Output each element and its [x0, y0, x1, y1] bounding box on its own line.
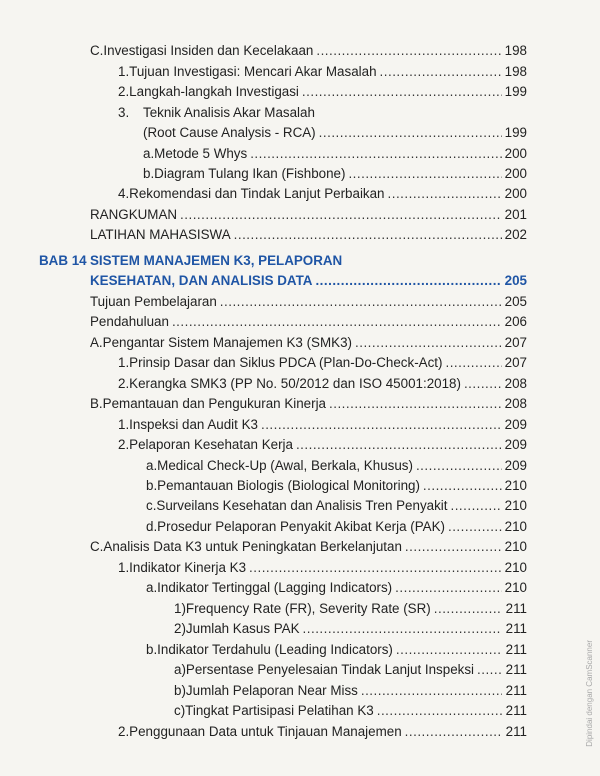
dot-leader — [250, 144, 501, 164]
chapter-title-line1: SISTEM MANAJEMEN K3, PELAPORAN — [90, 253, 343, 268]
entry-number: a. — [146, 580, 158, 595]
dot-leader — [348, 164, 501, 184]
toc-entry — [174, 660, 527, 680]
dot-leader — [261, 415, 502, 435]
entry-label: Indikator Kinerja K3 — [129, 560, 247, 575]
entry-number: 1) — [174, 601, 186, 616]
dot-leader — [396, 640, 502, 660]
toc-entry — [118, 435, 527, 455]
entry-label: Persentase Penyelesaian Tindak Lanjut Inspeksi — [185, 662, 475, 677]
entry-page: 211 — [505, 703, 527, 718]
entry-page: 199 — [504, 84, 527, 99]
toc-entry — [146, 476, 527, 496]
entry-page: 210 — [504, 539, 527, 554]
dot-leader — [302, 82, 502, 102]
toc-entry — [146, 456, 527, 476]
entry-number: 2. — [118, 724, 130, 739]
entry-number: 2) — [174, 621, 186, 636]
toc-entry — [118, 62, 527, 82]
entry-label: Inspeksi dan Audit K3 — [129, 417, 258, 432]
entry-page: 199 — [504, 125, 527, 140]
entry-number: a. — [146, 458, 158, 473]
entry-label: LATIHAN MAHASISWA — [90, 227, 231, 242]
entry-number: c. — [146, 498, 157, 513]
entry-label: Prosedur Pelaporan Penyakit Akibat Kerja (PAK) — [157, 519, 445, 534]
entry-label: Pemantauan dan Pengukuran Kinerja — [102, 396, 326, 411]
chapter-label: BAB 14 — [39, 253, 87, 268]
entry-label: Rekomendasi dan Tindak Lanjut Perbaikan — [129, 186, 385, 201]
entry-page: 205 — [504, 294, 527, 309]
dot-leader — [464, 374, 502, 394]
entry-page: 206 — [504, 314, 527, 329]
entry-number: 2. — [118, 84, 130, 99]
chapter-title-line2: KESEHATAN, DAN ANALISIS DATA — [90, 273, 313, 288]
entry-label: Jumlah Kasus PAK — [185, 621, 300, 636]
entry-label: Pemantauan Biologis (Biological Monitoring) — [157, 478, 420, 493]
entry-number: 4. — [118, 186, 130, 201]
dot-leader — [448, 517, 502, 537]
entry-label: Tujuan Pembelajaran — [90, 294, 217, 309]
entry-page: 211 — [505, 621, 527, 636]
toc-entry — [143, 164, 527, 184]
toc-entry — [118, 415, 527, 435]
entry-page: 211 — [505, 662, 527, 677]
dot-leader — [355, 333, 502, 353]
entry-label: RANGKUMAN — [90, 207, 178, 222]
toc-entry — [174, 599, 527, 619]
entry-label: Analisis Data K3 untuk Peningkatan Berkelanjutan — [103, 539, 402, 554]
entry-label: Pelaporan Kesehatan Kerja — [129, 437, 293, 452]
entry-label: Medical Check-Up (Awal, Berkala, Khusus) — [157, 458, 413, 473]
entry-label: Teknik Analisis Akar Masalah — [143, 105, 315, 120]
dot-leader — [477, 660, 502, 680]
entry-page: 207 — [504, 355, 527, 370]
entry-number: 1. — [118, 355, 130, 370]
dot-leader — [388, 184, 502, 204]
entry-page: 209 — [504, 437, 527, 452]
entry-number: c) — [174, 703, 186, 718]
entry-number: b. — [146, 478, 158, 493]
entry-number: 1. — [118, 560, 130, 575]
dot-leader — [445, 353, 501, 373]
dot-leader — [377, 701, 502, 721]
dot-leader — [434, 599, 502, 619]
entry-page: 202 — [504, 227, 527, 242]
toc-entry — [90, 333, 527, 353]
entry-number: b) — [174, 683, 186, 698]
entry-label: Indikator Tertinggal (Lagging Indicators) — [157, 580, 393, 595]
entry-number: 1. — [118, 64, 130, 79]
toc-entry — [90, 225, 527, 245]
toc-entry — [90, 205, 527, 225]
dot-leader — [416, 456, 502, 476]
entry-label: Surveilans Kesehatan dan Analisis Tren Penyakit — [156, 498, 448, 513]
entry-page: 210 — [504, 478, 527, 493]
entry-number: b. — [143, 166, 155, 181]
entry-label: Langkah-langkah Investigasi — [129, 84, 299, 99]
entry-page: 211 — [505, 601, 527, 616]
toc-entry — [118, 353, 527, 373]
dot-leader — [296, 435, 502, 455]
entry-page: 211 — [505, 642, 527, 657]
entry-number: b. — [146, 642, 158, 657]
entry-page: 208 — [504, 396, 527, 411]
dot-leader — [319, 123, 502, 143]
toc-entry — [174, 619, 527, 639]
dot-leader — [405, 722, 502, 742]
entry-number: A. — [90, 335, 103, 350]
dot-leader — [395, 578, 502, 598]
entry-page: 209 — [504, 458, 527, 473]
entry-number: 2. — [118, 437, 130, 452]
entry-number: C. — [90, 539, 104, 554]
entry-number: B. — [90, 396, 103, 411]
entry-label: Tingkat Partisipasi Pelatihan K3 — [185, 703, 374, 718]
entry-label: Diagram Tulang Ikan (Fishbone) — [154, 166, 346, 181]
entry-label: Metode 5 Whys — [154, 146, 248, 161]
dot-leader — [423, 476, 502, 496]
toc-entry — [118, 558, 527, 578]
entry-page: 200 — [504, 146, 527, 161]
toc-entry — [146, 640, 527, 660]
toc-entry — [146, 578, 527, 598]
entry-page: 208 — [504, 376, 527, 391]
toc-entry — [90, 292, 527, 312]
entry-label: Pendahuluan — [90, 314, 169, 329]
toc-entry — [174, 681, 527, 701]
dot-leader — [405, 537, 502, 557]
entry-label: Tujuan Investigasi: Mencari Akar Masalah — [129, 64, 377, 79]
chapter-page: 205 — [504, 273, 527, 288]
dot-leader — [450, 496, 501, 516]
entry-label: Indikator Terdahulu (Leading Indicators) — [157, 642, 393, 657]
entry-page: 207 — [504, 335, 527, 350]
entry-label: (Root Cause Analysis - RCA) — [143, 125, 316, 140]
entry-page: 201 — [504, 207, 527, 222]
entry-page: 209 — [504, 417, 527, 432]
toc-entry — [118, 82, 527, 102]
entry-page: 210 — [504, 580, 527, 595]
toc-entry — [143, 123, 527, 143]
toc-entry — [118, 722, 527, 742]
entry-label: Investigasi Insiden dan Kecelakaan — [103, 43, 314, 58]
entry-page: 198 — [504, 64, 527, 79]
toc-entry — [174, 701, 527, 721]
dot-leader — [315, 271, 501, 291]
toc-entry — [118, 374, 527, 394]
entry-page: 200 — [504, 186, 527, 201]
entry-number: C. — [90, 43, 104, 58]
dot-leader — [180, 205, 502, 225]
toc-entry — [90, 394, 527, 414]
dot-leader — [172, 312, 502, 332]
toc-entry — [118, 103, 527, 123]
entry-label: Frequency Rate (FR), Severity Rate (SR) — [185, 601, 431, 616]
dot-leader — [220, 292, 502, 312]
entry-page: 200 — [504, 166, 527, 181]
entry-number: 1. — [118, 417, 130, 432]
entry-page: 211 — [505, 683, 527, 698]
scanner-watermark: Dipindai dengan CamScanner — [585, 640, 594, 747]
entry-label: Jumlah Pelaporan Near Miss — [185, 683, 358, 698]
toc-entry — [146, 517, 527, 537]
toc-entry — [143, 144, 527, 164]
entry-number: a. — [143, 146, 155, 161]
entry-label: Kerangka SMK3 (PP No. 50/2012 dan ISO 45001:2018) — [129, 376, 461, 391]
toc-entry — [90, 537, 527, 557]
entry-number: 3. — [118, 105, 130, 120]
entry-page: 210 — [504, 498, 527, 513]
entry-number: a) — [174, 662, 186, 677]
dot-leader — [249, 558, 502, 578]
dot-leader — [361, 681, 502, 701]
dot-leader — [380, 62, 502, 82]
entry-page: 211 — [505, 724, 527, 739]
entry-page: 198 — [504, 43, 527, 58]
chapter-title-row — [90, 271, 527, 291]
entry-page: 210 — [504, 519, 527, 534]
entry-label: Penggunaan Data untuk Tinjauan Manajemen — [129, 724, 402, 739]
toc-entry — [90, 41, 527, 61]
entry-number: d. — [146, 519, 158, 534]
toc-entry — [90, 312, 527, 332]
toc-entry — [146, 496, 527, 516]
dot-leader — [316, 41, 501, 61]
dot-leader — [303, 619, 502, 639]
toc-entry — [118, 184, 527, 204]
entry-number: 2. — [118, 376, 130, 391]
entry-label: Pengantar Sistem Manajemen K3 (SMK3) — [102, 335, 352, 350]
entry-page: 210 — [504, 560, 527, 575]
dot-leader — [234, 225, 502, 245]
entry-label: Prinsip Dasar dan Siklus PDCA (Plan-Do-Check-Act) — [129, 355, 443, 370]
dot-leader — [329, 394, 502, 414]
